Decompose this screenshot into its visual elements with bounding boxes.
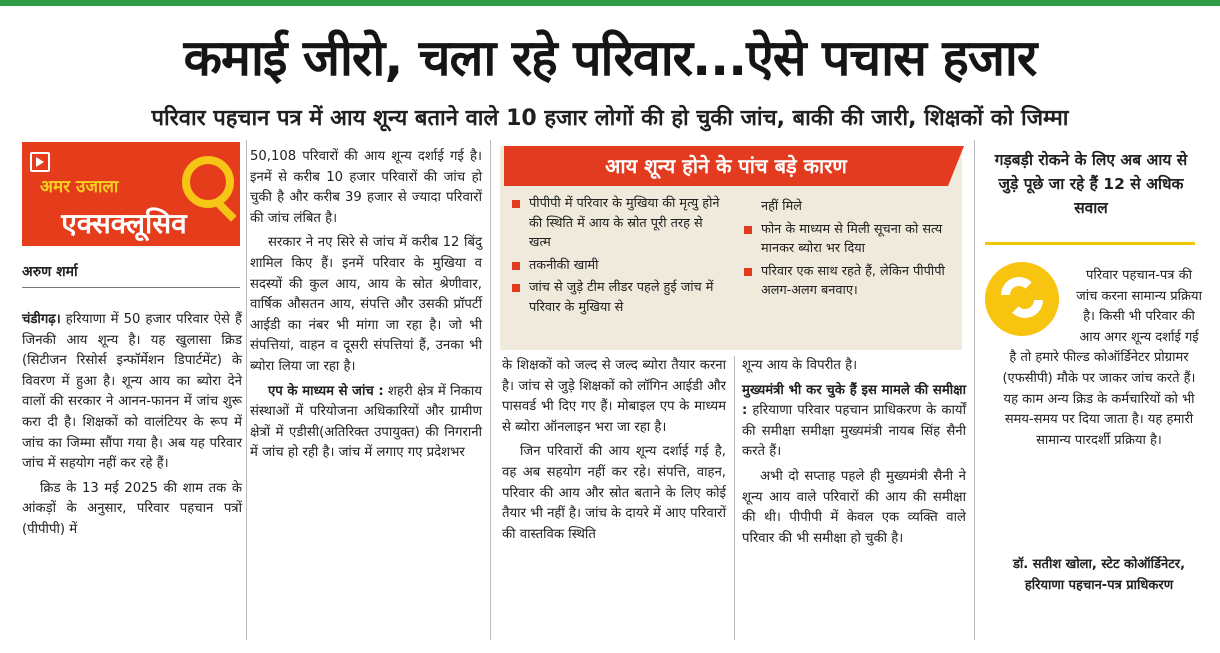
play-icon <box>30 152 50 172</box>
article-column-3 <box>502 356 726 549</box>
subheading: मुख्यमंत्री भी कर चुके हैं इस मामले की समीक्षा : <box>742 382 966 419</box>
article-column-4 <box>742 356 966 553</box>
article-column-2 <box>250 147 482 468</box>
badge-brand: अमर उजाला <box>40 177 119 197</box>
exclusive-badge <box>22 142 240 246</box>
column-divider <box>246 140 247 640</box>
list-item: जांच से जुड़े टीम लीडर पहले हुई जांच में परिवार के मुखिया से <box>512 278 724 317</box>
article-column-1 <box>22 310 242 545</box>
quote-attribution: डॉ. सतीश खोला, स्टेट कोऑर्डिनेटर, हरियाणा पहचान-पत्र प्राधिकरण <box>1012 557 1186 593</box>
bullet-icon <box>744 226 752 234</box>
list-item: फोन के माध्यम से मिली सूचना को सत्य मानकर ब्योरा भर दिया <box>744 220 954 259</box>
column-divider <box>734 356 735 640</box>
sidebar-quote <box>995 266 1203 451</box>
paragraph: के शिक्षकों को जल्द से जल्द ब्योरा तैयार करना है। जांच से जुड़े शिक्षकों को लॉगिन आईडी और पासवर्ड भी दिए गए हैं। मोबाइल एप के माध्यम से ब्योरा ऑनलाइन भरा जा रहा है। <box>502 358 726 435</box>
headline: कमाई जीरो, चला रहे परिवार...ऐसे पचास हजार <box>183 29 1037 87</box>
sidebar-divider <box>985 242 1195 245</box>
paragraph: हरियाणा में 50 हजार परिवार ऐसे हैं जिनकी आय शून्य है। यह खुलासा क्रिड (सिटीजन रिसोर्स इन्फॉर्मेशन डिपार्टमेंट) के विवरण में हुआ है। शून्य आय का ब्योरा देने वालों की सरकार ने आनन-फानन में जांच शुरू करा दी है। शिक्षकों को वालंटियर के रूप में जांच का जिम्मा सौंपा गया है। अब यह परिवार जांच में सहयोग नहीं कर रहे हैं। <box>22 312 242 472</box>
column-divider <box>490 140 491 640</box>
byline: अरुण शर्मा <box>22 264 78 280</box>
paragraph: जिन परिवारों की आय शून्य दर्शाई गई है, वह अब सहयोग नहीं कर रहे। संपत्ति, वाहन, परिवार की आय और स्रोत बताने के लिए कोई तैयार भी नहीं है। जांच के दायरे में आए परिवारों की वास्तविक स्थिति <box>502 444 726 542</box>
logo-spacer <box>995 266 1075 342</box>
list-continuation: नहीं मिले <box>761 199 802 214</box>
paragraph: क्रिड के 13 मई 2025 की शाम तक के आंकड़ों के अनुसार, परिवार पहचान पत्रों (पीपीपी) में <box>22 480 242 537</box>
bullet-icon <box>744 268 752 276</box>
list-item: तकनीकी खामी <box>512 256 724 276</box>
paragraph: हरियाणा परिवार पहचान प्राधिकरण के कार्यों की समीक्षा समीक्षा मुख्यमंत्री नायब सिंह सैनी करते हैं। <box>742 403 966 460</box>
paragraph: सरकार ने नए सिरे से जांच में करीब 12 बिंदु शामिल किए हैं। इनमें परिवार के मुखिया व सदस्यों की कुल आय, आय के स्रोत श्रेणीवार, वार्षिक औसतन आय, संपत्ति और उसकी प्रॉपर्टी आईडी का नंबर भी मांगा जा रहा है। जो भी संपत्तियां, वाहन व दूसरी संपत्तियां हैं, उनका भी ब्योरा लिया जा रहा है। <box>250 235 482 374</box>
paragraph: शून्य आय के विपरीत है। <box>742 358 858 373</box>
magnifier-icon <box>182 156 234 208</box>
sidebar-title: गड़बड़ी रोकने के लिए अब आय से जुड़े पूछे जा रहे हैं 12 से अधिक सवाल <box>994 151 1188 217</box>
top-accent-line <box>0 0 1220 6</box>
bullet-icon <box>512 262 520 270</box>
column-divider <box>974 140 975 640</box>
list-item: परिवार एक साथ रहते हैं, लेकिन पीपीपी अलग-अलग बनवाए। <box>744 262 954 301</box>
subheadline: परिवार पहचान पत्र में आय शून्य बताने वाले 10 हजार लोगों की हो चुकी जांच, बाकी की जारी, शिक्षकों को जिम्मा <box>151 106 1069 131</box>
paragraph: अभी दो सप्ताह पहले ही मुख्यमंत्री सैनी ने शून्य आय वाले परिवारों की आय की समीक्षा की थी। पीपीपी में केवल एक व्यक्ति वाले परिवार की भी समीक्षा हो चुकी है। <box>742 468 966 546</box>
bullet-icon <box>512 284 520 292</box>
paragraph: शहरी क्षेत्र में निकाय संस्थाओं में परियोजना अधिकारियों और ग्रामीण क्षेत्रों में एडीसी(अतिरिक्त उपायुक्त) की निगरानी में जांच हो रही है। जांच में लगाए गए प्रदेशभर <box>250 383 482 461</box>
reasons-right-list <box>744 197 954 304</box>
subheading: एप के माध्यम से जांच : <box>268 383 384 399</box>
badge-label: एक्सक्लूसिव <box>61 207 187 240</box>
paragraph: 50,108 परिवारों की आय शून्य दर्शाई गई है। इनमें से करीब 10 हजार परिवारों की जांच हो चुकी है और करीब 39 हजार से ज्यादा परिवारों की जांच लंबित है। <box>250 149 482 226</box>
byline-divider <box>22 287 240 288</box>
reasons-box-title: आय शून्य होने के पांच बड़े कारण <box>504 146 948 186</box>
quote-text: परिवार पहचान-पत्र की जांच करना सामान्य प्रक्रिया है। किसी भी परिवार की आय अगर शून्य दर्शाई गई है तो हमारे फील्ड कोऑर्डिनेटर प्रोग्रामर (एफसीपी) मौके पर जाकर जांच करते हैं। यह काम अन्य क्रिड के कर्मचारियों को भी समय-समय पर दिया जाता है। यह हमारी सामान्य पारदर्शी प्रक्रिया है। <box>1002 268 1202 448</box>
list-item: पीपीपी में परिवार के मुखिया की मृत्यु होने की स्थिति में आय के स्रोत पूरी तरह से खत्म <box>512 194 724 253</box>
bullet-icon <box>512 200 520 208</box>
reasons-left-list <box>512 194 724 320</box>
dateline: चंडीगढ़। <box>22 312 61 327</box>
